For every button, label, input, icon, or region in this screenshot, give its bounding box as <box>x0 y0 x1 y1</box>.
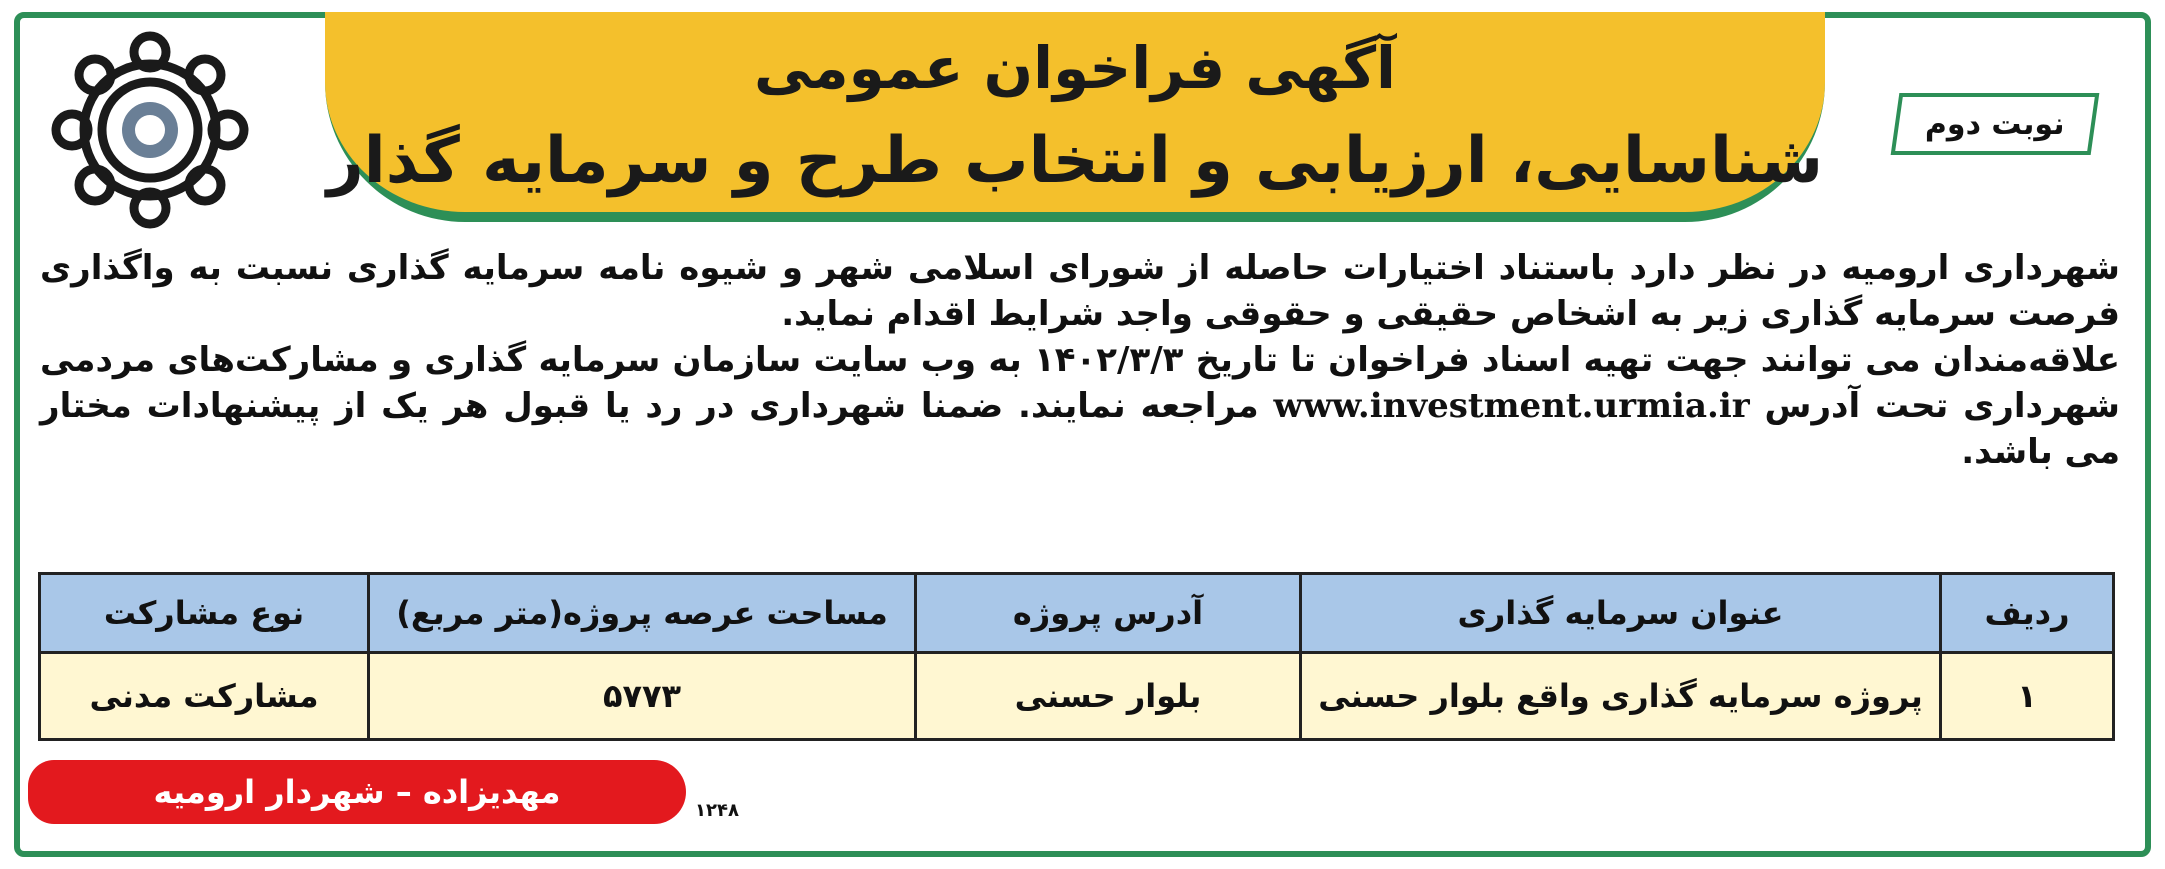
mayor-signature: مهدیزاده – شهردار ارومیه <box>153 773 561 811</box>
mayor-signature-banner <box>28 760 686 824</box>
ad-code: ۱۲۴۸ <box>695 800 739 821</box>
header-participation-type: نوع مشارکت <box>40 574 369 653</box>
header-row-number: ردیف <box>1941 574 2114 653</box>
body-paragraph-1: شهرداری ارومیه در نظر دارد باستناد اختیارات حاصله از شورای اسلامی شهر و شیوه نامه سرمایه گذاری نسبت به واگذاری فرصت سرمایه گذاری زیر به اشخاص حقیقی و حقوقی واجد شرایط اقدام نماید. <box>40 248 2120 334</box>
investment-website-link[interactable]: www.investment.urmia.ir <box>1273 386 1750 426</box>
round-badge-label: نوبت دوم <box>1925 106 2065 142</box>
header-project-area: مساحت عرصه پروژه(متر مربع) <box>369 574 916 653</box>
body-paragraph-2-start: علاقه‌مندان می توانند جهت تهیه اسناد فراخوان تا تاریخ ۱۴۰۲/۳/۳ به وب سایت سازمان سرمایه گذاری و مشارکت‌های مردمی شهرداری تحت آدرس <box>40 340 2120 426</box>
cell-row-number: ۱ <box>1941 653 2114 740</box>
project-table <box>38 572 2115 741</box>
urmia-municipality-logo-icon <box>50 30 250 230</box>
title-banner <box>325 12 1825 222</box>
header-investment-title: عنوان سرمایه گذاری <box>1301 574 1941 653</box>
notice-body <box>40 245 2120 475</box>
body-paragraph-2-end: مراجعه نمایند. ضمنا شهرداری در رد یا قبول هر یک از پیشنهادات مختار می باشد. <box>40 386 2120 472</box>
table-row <box>40 653 2114 740</box>
cell-participation-type: مشارکت مدنی <box>40 653 369 740</box>
cell-project-area: ۵۷۷۳ <box>369 653 916 740</box>
body-paragraph-2 <box>40 337 2120 475</box>
cell-investment-title: پروژه سرمایه گذاری واقع بلوار حسنی <box>1301 653 1941 740</box>
header-project-address: آدرس پروژه <box>916 574 1301 653</box>
announcement-title: آگهی فراخوان عمومی <box>754 34 1396 102</box>
round-badge <box>1891 93 2100 155</box>
table-header-row <box>40 574 2114 653</box>
announcement-subtitle: شناسایی، ارزیابی و انتخاب طرح و سرمایه گذار <box>326 124 1824 198</box>
cell-project-address: بلوار حسنی <box>916 653 1301 740</box>
